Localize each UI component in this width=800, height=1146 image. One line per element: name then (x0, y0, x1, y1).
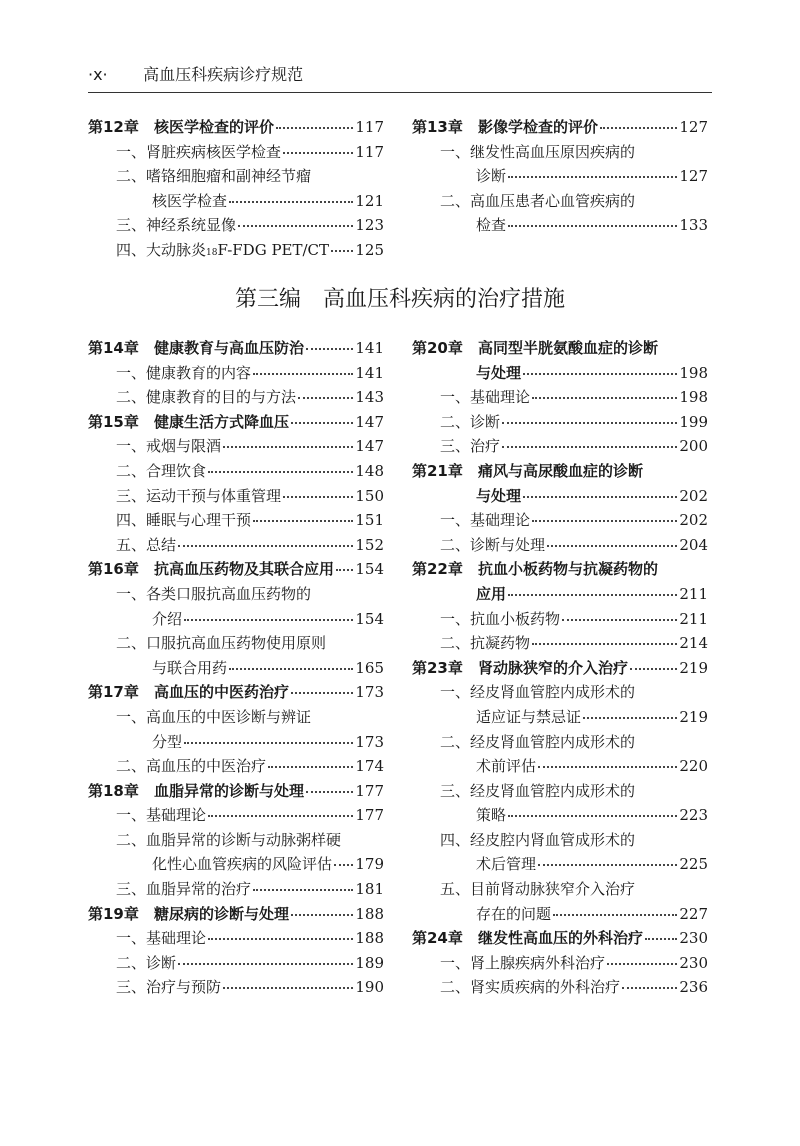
toc-section[interactable] (88, 164, 384, 189)
dot-leader (508, 176, 677, 178)
entry-title: 检查 (476, 216, 507, 235)
entry-title: 一、肾上腺疾病外科治疗 (440, 953, 606, 972)
dot-leader (523, 373, 677, 375)
dot-leader (223, 446, 353, 448)
page-number: 190 (355, 978, 384, 997)
page-number: 189 (355, 953, 384, 972)
dot-leader (600, 127, 677, 129)
page-number: 219 (679, 658, 708, 677)
toc-section[interactable] (88, 926, 384, 951)
page-number: 127 (679, 167, 708, 186)
part-number: 第三编 (234, 287, 301, 312)
toc-entry-continuation[interactable] (88, 607, 384, 632)
dot-leader (508, 594, 677, 596)
dot-leader (291, 422, 353, 424)
entry-title: 二、诊断与处理 (440, 535, 546, 554)
dot-leader (532, 643, 677, 645)
dot-leader (508, 225, 677, 227)
chapter-number: 第15章 (88, 412, 139, 431)
dot-leader (253, 520, 353, 522)
page-number: 123 (355, 216, 384, 235)
page-number: 219 (679, 707, 708, 726)
toc-section[interactable] (412, 140, 708, 165)
toc-section[interactable] (412, 607, 708, 632)
page-number: 154 (355, 560, 384, 579)
entry-title: 与联合用药 (152, 658, 228, 677)
dot-leader (291, 692, 353, 694)
page-number: 141 (355, 363, 384, 382)
dot-leader (532, 397, 677, 399)
toc-section[interactable] (412, 877, 708, 902)
page-number: 202 (679, 486, 708, 505)
page-number: 152 (355, 535, 384, 554)
page-number: 202 (679, 511, 708, 530)
entry-title: 健康生活方式降血压 (154, 412, 290, 431)
page-number: 125 (355, 240, 384, 259)
chapter-number: 第13章 (412, 118, 463, 136)
entry-title: 一、戒烟与限酒 (116, 437, 222, 456)
entry-title: 二、诊断 (116, 953, 177, 972)
toc-column-top-right (412, 115, 708, 238)
header-rule (88, 92, 712, 93)
page-number: 200 (679, 437, 708, 456)
entry-title: 二、合理饮食 (116, 461, 207, 480)
toc-entry-continuation[interactable] (412, 164, 708, 189)
toc-section[interactable] (88, 803, 384, 828)
toc-section[interactable] (412, 951, 708, 976)
page-number: 173 (355, 732, 384, 751)
entry-title: 二、健康教育的目的与方法 (116, 388, 297, 407)
dot-leader (298, 397, 353, 399)
page-number: 177 (355, 806, 384, 825)
page-number: 214 (679, 634, 708, 653)
entry-title: 一、基础理论 (116, 929, 207, 948)
toc-section[interactable] (88, 705, 384, 730)
entry-title: 二、经皮肾血管腔内成形术的 (440, 732, 636, 751)
entry-title: 高血压的中医药治疗 (154, 683, 290, 702)
page-number: 173 (355, 683, 384, 702)
entry-title: 核医学检查 (152, 191, 228, 210)
entry-title: 四、经皮腔内肾血管成形术的 (440, 830, 636, 849)
toc-section[interactable] (88, 533, 384, 558)
page-number: 165 (355, 658, 384, 677)
entry-title: 术前评估 (476, 757, 537, 776)
entry-title: 肾动脉狭窄的介入治疗 (478, 658, 629, 677)
toc-chapter[interactable] (88, 557, 384, 582)
page-number: 225 (679, 855, 708, 874)
dot-leader (607, 963, 677, 965)
dot-leader (178, 963, 353, 965)
entry-title: 一、健康教育的内容 (116, 363, 252, 382)
chapter-number: 第21章 (412, 461, 463, 480)
dot-leader (291, 914, 353, 916)
chapter-number: 第19章 (88, 904, 139, 923)
toc-section[interactable] (88, 459, 384, 484)
toc-section[interactable] (88, 754, 384, 779)
dot-leader (583, 717, 677, 719)
entry-title: 与处理 (476, 486, 522, 505)
toc-column-top-left (88, 115, 384, 263)
dot-leader (538, 864, 677, 866)
page-number: 117 (355, 142, 384, 161)
entry-title: 高同型半胱氨酸血症的诊断 (478, 339, 659, 357)
dot-leader (208, 815, 353, 817)
entry-title: 化性心血管疾病的风险评估 (152, 855, 333, 874)
dot-leader (331, 250, 353, 252)
dot-leader (622, 987, 677, 989)
page-number: 133 (679, 216, 708, 235)
toc-section[interactable] (412, 730, 708, 755)
entry-title: 应用 (476, 584, 507, 603)
toc-chapter[interactable] (412, 656, 708, 681)
toc-section[interactable] (88, 484, 384, 509)
entry-title: 糖尿病的诊断与处理 (154, 904, 290, 923)
entry-title: 二、嗜铬细胞瘤和副神经节瘤 (116, 167, 312, 186)
entry-title: 二、血脂异常的诊断与动脉粥样硬 (116, 830, 342, 849)
toc-section[interactable] (412, 508, 708, 533)
toc-chapter[interactable] (88, 779, 384, 804)
toc-section[interactable] (88, 975, 384, 1000)
page-number: 127 (679, 118, 708, 136)
entry-title: 适应证与禁忌证 (476, 707, 582, 726)
entry-title: 血脂异常的诊断与处理 (154, 781, 305, 800)
entry-title: 一、基础理论 (440, 511, 531, 530)
toc-section[interactable] (88, 140, 384, 165)
dot-leader (283, 496, 353, 498)
toc-entry-continuation[interactable] (88, 656, 384, 681)
chapter-number: 第17章 (88, 683, 139, 702)
toc-entry-continuation[interactable] (412, 754, 708, 779)
dot-leader (238, 225, 353, 227)
page-number: 230 (679, 929, 708, 948)
entry-title: 五、总结 (116, 535, 177, 554)
toc-chapter-continuation[interactable] (412, 484, 708, 509)
toc-chapter-continuation[interactable] (412, 582, 708, 607)
dot-leader (523, 496, 677, 498)
page-number: 148 (355, 461, 384, 480)
dot-leader (532, 520, 677, 522)
dot-leader (253, 373, 353, 375)
part-title: 高血压科疾病的治疗措施 (323, 287, 566, 312)
dot-leader (547, 545, 677, 547)
page-number: 223 (679, 806, 708, 825)
entry-title: 一、基础理论 (440, 388, 531, 407)
toc-entry-continuation[interactable] (88, 730, 384, 755)
entry-title: 继发性高血压的外科治疗 (478, 929, 644, 948)
dot-leader (645, 938, 677, 940)
page-number: 220 (679, 757, 708, 776)
toc-chapter[interactable] (412, 459, 708, 484)
entry-title: 抗高血压药物及其联合应用 (154, 560, 335, 579)
toc-section[interactable] (412, 975, 708, 1000)
entry-title: 三、治疗 (440, 437, 501, 456)
chapter-number: 第22章 (412, 560, 463, 579)
dot-leader (306, 791, 353, 793)
entry-title: 二、高血压的中医治疗 (116, 757, 267, 776)
page-number: ·x· (88, 65, 108, 84)
page-number: 174 (355, 757, 384, 776)
toc-chapter[interactable] (88, 115, 384, 140)
entry-title: 痛风与高尿酸血症的诊断 (478, 461, 644, 480)
page-number: 181 (355, 880, 384, 899)
toc-section[interactable] (412, 533, 708, 558)
toc-section[interactable] (88, 508, 384, 533)
chapter-number: 第20章 (412, 339, 463, 357)
toc-section[interactable] (412, 828, 708, 853)
dot-leader (223, 987, 353, 989)
page-number: 147 (355, 412, 384, 431)
toc-section[interactable] (412, 680, 708, 705)
page-number: 230 (679, 953, 708, 972)
entry-title: 四、睡眠与心理干预 (116, 511, 252, 530)
entry-title: 一、肾脏疾病核医学检查 (116, 142, 282, 161)
toc-chapter[interactable] (412, 336, 708, 361)
toc-chapter[interactable] (88, 410, 384, 435)
entry-title: 存在的问题 (476, 904, 552, 923)
entry-title: 一、各类口服抗高血压药物的 (116, 584, 312, 603)
chapter-number: 第24章 (412, 929, 463, 948)
toc-section[interactable]: 四、大动脉炎 18 F-FDG PET/CT 125 (88, 238, 384, 263)
dot-leader (268, 766, 353, 768)
toc-section[interactable] (88, 385, 384, 410)
page-number: 177 (355, 781, 384, 800)
toc-entry-continuation[interactable] (412, 902, 708, 927)
dot-leader (630, 668, 677, 670)
toc-entry-continuation[interactable] (88, 189, 384, 214)
entry-title: 三、运动干预与体重管理 (116, 486, 282, 505)
entry-title: 二、抗凝药物 (440, 634, 531, 653)
running-header (88, 64, 712, 86)
page-number: 150 (355, 486, 384, 505)
toc-entry-continuation[interactable] (412, 852, 708, 877)
toc-chapter[interactable] (412, 926, 708, 951)
toc-column-bottom-right (412, 336, 708, 1000)
entry-title: 核医学检查的评价 (154, 118, 275, 136)
toc-section[interactable] (88, 213, 384, 238)
entry-title: 一、基础理论 (116, 806, 207, 825)
dot-leader (334, 864, 353, 866)
dot-leader (283, 152, 353, 154)
toc-section[interactable] (88, 631, 384, 656)
part-heading (0, 285, 800, 315)
toc-section[interactable] (88, 951, 384, 976)
dot-leader (208, 938, 353, 940)
entry-title: 介绍 (152, 609, 183, 628)
entry-title: 一、抗血小板药物 (440, 609, 561, 628)
toc-section[interactable] (88, 361, 384, 386)
entry-title: 策略 (476, 806, 507, 825)
entry-title: 术后管理 (476, 855, 537, 874)
page-number: 199 (679, 412, 708, 431)
dot-leader (178, 545, 353, 547)
entry-title: 与处理 (476, 363, 522, 382)
page-number: 227 (679, 904, 708, 923)
entry-title: 二、肾实质疾病的外科治疗 (440, 978, 621, 997)
entry-title: 三、血脂异常的治疗 (116, 880, 252, 899)
page-number: 143 (355, 388, 384, 407)
entry-title: 一、经皮肾血管腔内成形术的 (440, 683, 636, 702)
toc-section[interactable] (412, 434, 708, 459)
chapter-number: 第16章 (88, 560, 139, 579)
page-number: 147 (355, 437, 384, 456)
chapter-number: 第23章 (412, 658, 463, 677)
toc-column-bottom-left (88, 336, 384, 1000)
entry-title: 一、高血压的中医诊断与辨证 (116, 707, 312, 726)
toc-section[interactable] (88, 828, 384, 853)
book-title: 高血压科疾病诊疗规范 (143, 65, 304, 84)
dot-leader (229, 201, 353, 203)
toc-chapter[interactable] (88, 336, 384, 361)
page-number: 188 (355, 904, 384, 923)
entry-title: 分型 (152, 732, 183, 751)
entry-title: 影像学检查的评价 (478, 118, 599, 136)
toc-section[interactable] (412, 631, 708, 656)
entry-title: 二、诊断 (440, 412, 501, 431)
entry-title: 抗血小板药物与抗凝药物的 (478, 560, 659, 579)
page-number: 154 (355, 609, 384, 628)
toc-chapter[interactable] (88, 902, 384, 927)
toc-entry-continuation[interactable] (412, 803, 708, 828)
page-number: 141 (355, 339, 384, 357)
dot-leader (184, 742, 353, 744)
chapter-number: 第18章 (88, 781, 139, 800)
toc-entry-continuation[interactable] (412, 213, 708, 238)
entry-title: 三、经皮肾血管腔内成形术的 (440, 781, 636, 800)
chapter-number: 第12章 (88, 118, 139, 136)
toc-section[interactable] (412, 189, 708, 214)
page-number: 179 (355, 855, 384, 874)
dot-leader (336, 569, 353, 571)
dot-leader (502, 422, 677, 424)
entry-title: 健康教育与高血压防治 (154, 339, 305, 357)
entry-title: 二、高血压患者心血管疾病的 (440, 191, 636, 210)
entry-title: 三、神经系统显像 (116, 216, 237, 235)
page-number: 151 (355, 511, 384, 530)
toc-chapter[interactable] (412, 115, 708, 140)
entry-title-suffix: F-FDG PET/CT (217, 240, 330, 259)
dot-leader (562, 619, 677, 621)
entry-title: 二、口服抗高血压药物使用原则 (116, 634, 327, 653)
page-number: 211 (679, 609, 708, 628)
page-number: 117 (355, 118, 384, 136)
toc-section[interactable] (412, 779, 708, 804)
dot-leader (502, 446, 677, 448)
toc-section[interactable] (88, 434, 384, 459)
page-number: 121 (355, 191, 384, 210)
entry-title: 五、目前肾动脉狭窄介入治疗 (440, 880, 636, 899)
entry-title: 三、治疗与预防 (116, 978, 222, 997)
page-number: 211 (679, 584, 708, 603)
toc-section[interactable] (88, 582, 384, 607)
page-number: 198 (679, 388, 708, 407)
dot-leader (184, 619, 353, 621)
toc-section[interactable] (412, 410, 708, 435)
dot-leader (553, 914, 677, 916)
chapter-number: 第14章 (88, 339, 139, 357)
toc-entry-continuation[interactable] (88, 852, 384, 877)
toc-chapter[interactable] (88, 680, 384, 705)
entry-title: 诊断 (476, 167, 507, 186)
page-number: 204 (679, 535, 708, 554)
dot-leader (229, 668, 353, 670)
page-number: 198 (679, 363, 708, 382)
toc-chapter-continuation[interactable] (412, 361, 708, 386)
toc-section[interactable] (412, 385, 708, 410)
entry-title: 一、继发性高血压原因疾病的 (440, 142, 636, 161)
dot-leader (208, 471, 353, 473)
toc-entry-continuation[interactable] (412, 705, 708, 730)
dot-leader (538, 766, 677, 768)
entry-title: 四、大动脉炎 (116, 240, 207, 259)
toc-chapter[interactable] (412, 557, 708, 582)
dot-leader (508, 815, 677, 817)
toc-section[interactable] (88, 877, 384, 902)
page-number: 188 (355, 929, 384, 948)
dot-leader (276, 127, 353, 129)
dot-leader (306, 348, 353, 350)
dot-leader (253, 889, 353, 891)
page-number: 236 (679, 978, 708, 997)
